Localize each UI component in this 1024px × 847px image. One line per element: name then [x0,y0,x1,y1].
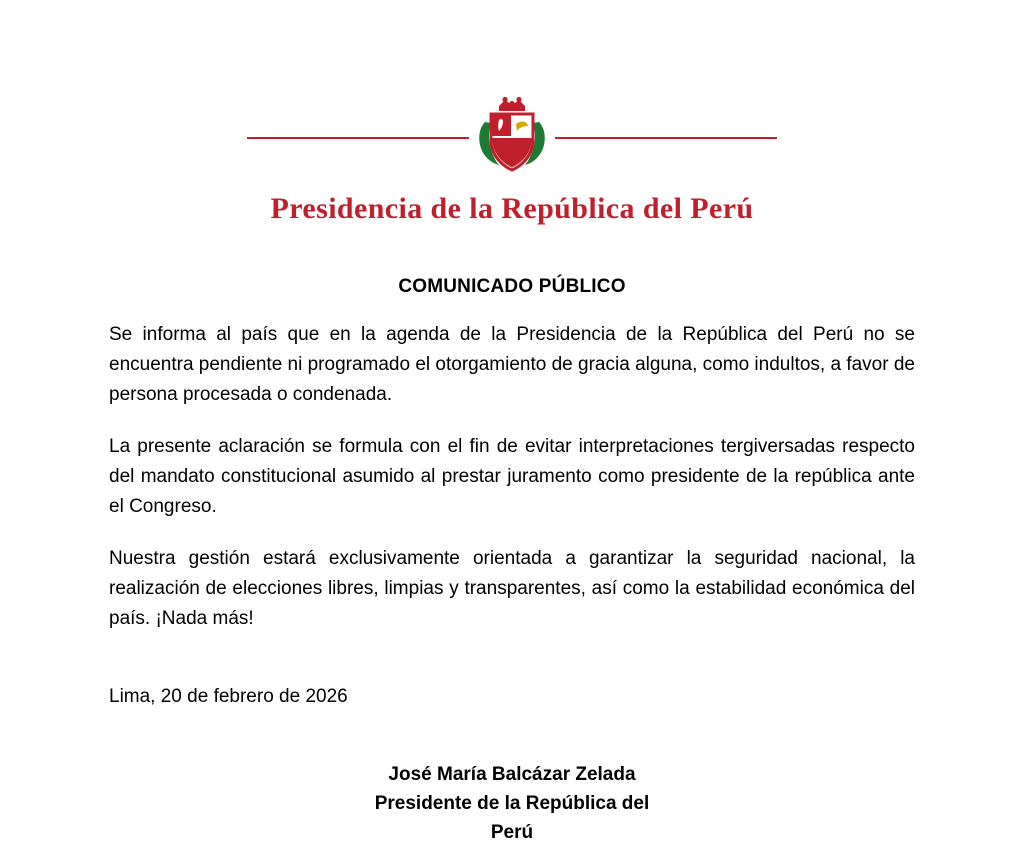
paragraph: La presente aclaración se formula con el fin de evitar interpretaciones tergiversadas respecto del mandato constitucional asumido al prestar juramento como presidente de la república ante el Congreso. [109,436,915,517]
letterhead-rule-left [247,137,469,139]
document-body [109,298,915,847]
letterhead-institution-title: Presidencia de la República del Perú [270,192,754,225]
paragraph: Se informa al país que en la agenda de la Presidencia de la República del Perú no se encuentra pendiente ni programado el otorgamiento de gracia alguna, como indultos, a favor de persona procesada o condenada. [109,324,915,405]
signature-block [109,760,915,847]
signatory-name: José María Balcázar Zelada [388,764,636,785]
letterhead [0,0,1024,226]
paragraph: Nuestra gestión estará exclusivamente orientada a garantizar la seguridad nacional, la realización de elecciones libres, limpias y transparentes, así como la estabilidad económica del país. ¡Nada más! [109,548,915,629]
place-and-date: Lima, 20 de febrero de 2026 [109,686,348,707]
peru-coat-of-arms-icon [475,96,549,180]
signatory-role: Presidente de la República del Perú [374,793,650,843]
page-title: COMUNICADO PÚBLICO [398,276,626,297]
letterhead-rule-right [555,137,777,139]
letterhead-crest-row [0,96,1024,180]
